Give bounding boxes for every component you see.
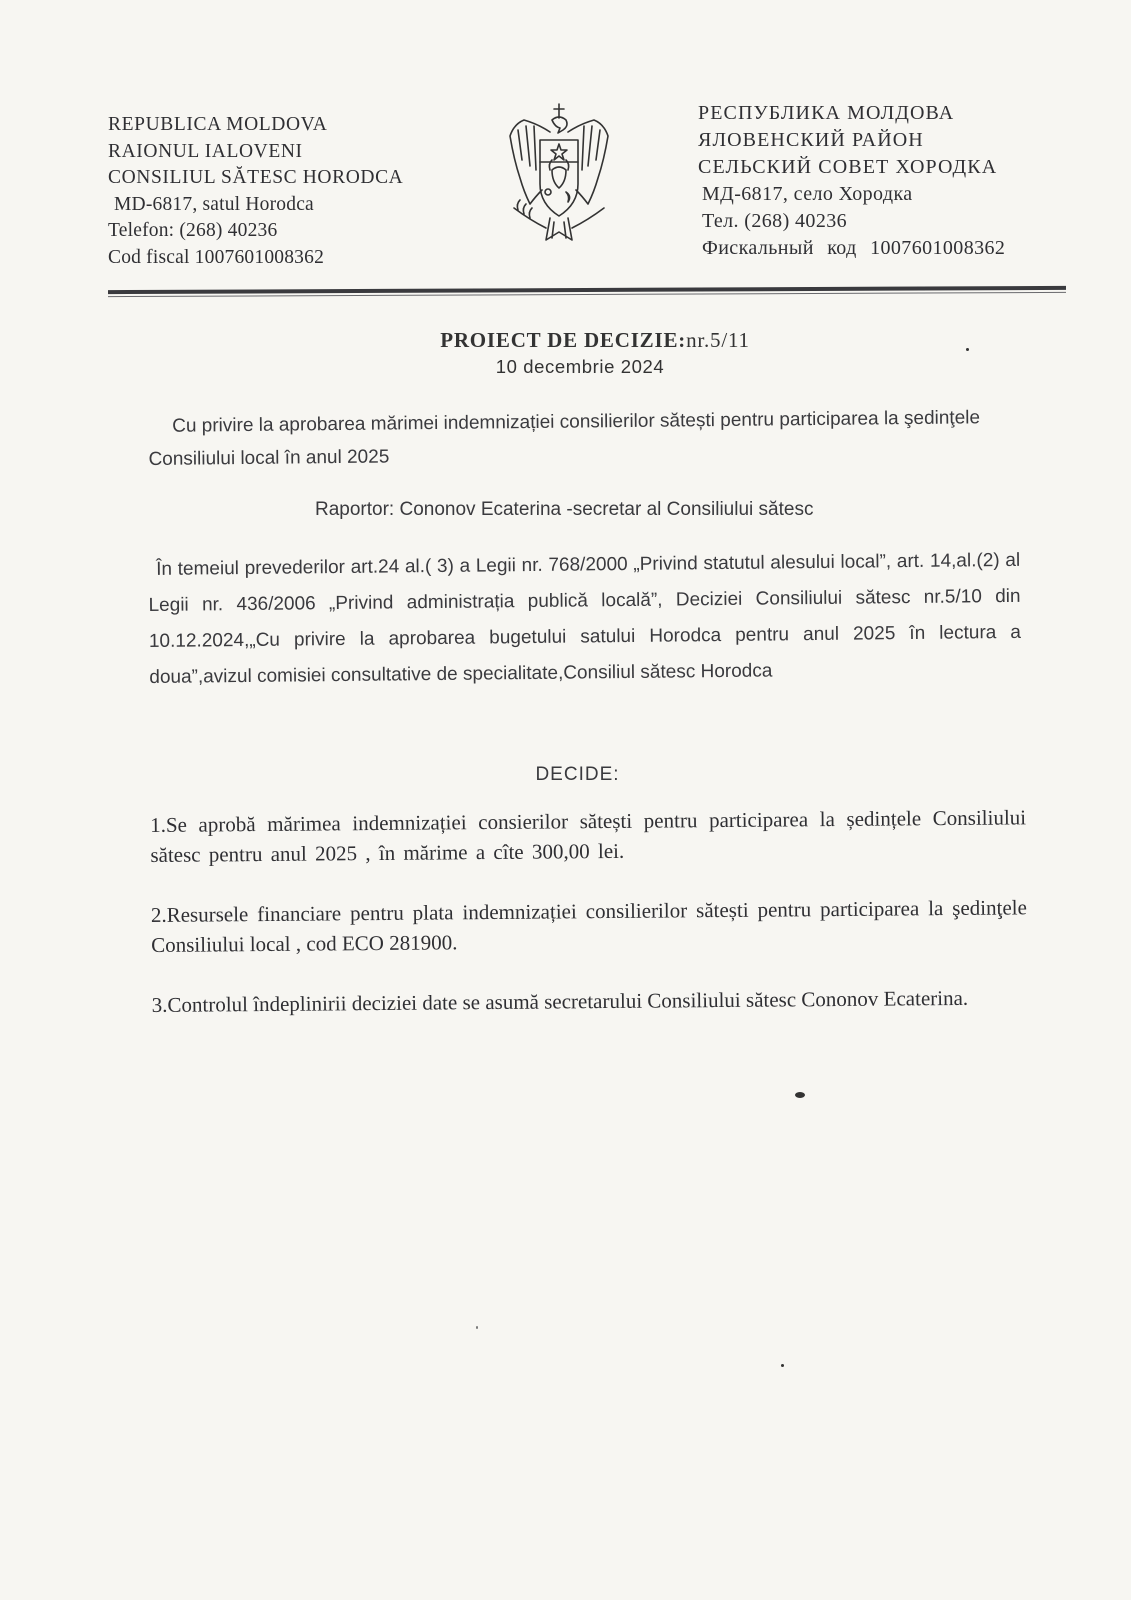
decision-number: nr.5/11 (686, 328, 750, 352)
header-left-address: MD-6817, satul Horodca (114, 193, 314, 215)
coat-of-arms-icon (500, 100, 618, 250)
header-left-fiscal-code: Cod fiscal 1007601008362 (108, 246, 325, 268)
header-left-phone: Telefon: (268) 40236 (108, 220, 278, 241)
document-title (0, 328, 1131, 353)
decision-point: 3.Controlul îndeplinirii deciziei date se asumă secretarului Consiliului sătesc Cononov Ecaterina. (151, 985, 969, 1017)
header-right-line: ЯЛОВЕНСКИЙ РАЙОН (698, 129, 924, 151)
scan-speck (476, 1326, 478, 1329)
title-label: PROIECT DE DECIZIE: (440, 328, 687, 352)
header-right-phone: Тел. (268) 40236 (702, 210, 848, 232)
scan-speck (781, 1364, 784, 1367)
header-left-line: REPUBLICA MOLDOVA (108, 114, 328, 135)
header-left-romanian (108, 112, 403, 271)
header-right-address: МД-6817, село Хородка (702, 183, 913, 205)
legal-basis-paragraph: În temeiul prevederilor art.24 al.( 3) a Legii nr. 768/2000 „Privind statutul alesului local”, art. 14,al.(2) al Legii nr. 436/2006 „Privind administrația publică locală”, Deciziei Consiliului sătesc nr.5/10 din 10.12.2024,„Cu privire la aprobarea bugetului satului Horodca pentru anul 2025 în lectura a doua”,avizul comisiei consultative de specialitate,Consiliul sătesc Horodca (148, 549, 1021, 688)
header-left-line: CONSILIUL SĂTESC HORODCA (108, 167, 404, 188)
decide-heading: DECIDE: (535, 764, 620, 785)
decision-point: 1.Se aprobă mărimea indemnizației consierilor sătești pentru participarea la ședințele Consiliului sătesc pentru anul 2025 , în mărime a cîte 300,00 lei. (150, 805, 1027, 867)
scan-speck (966, 348, 969, 351)
header-right-line: РЕСПУБЛИКА МОЛДОВА (698, 102, 955, 124)
header-right-russian (698, 100, 1005, 262)
scan-speck (795, 1092, 805, 1098)
decision-subject: Cu privire la aprobarea mărimei indemnizației consilierilor sătești pentru participarea la şedinţele Consiliului local în anul 2025 (148, 407, 981, 470)
raportor-line: Raportor: Cononov Ecaterina -secretar al Consiliului sătesc (315, 499, 814, 520)
header-right-line: СЕЛЬСКИЙ СОВЕТ ХОРОДКА (698, 156, 998, 178)
decision-points (150, 802, 1028, 1050)
header-right-fiscal-code: Фискальный код 1007601008362 (702, 237, 1006, 259)
header-left-line: RAIONUL IALOVENI (108, 140, 303, 162)
document-date: 10 decembrie 2024 (495, 356, 665, 377)
decision-point: 2.Resursele financiare pentru plata indemnizației consilierilor sătești pentru participarea la şedinţele Consiliului local , cod ECO 281900. (150, 895, 1027, 957)
